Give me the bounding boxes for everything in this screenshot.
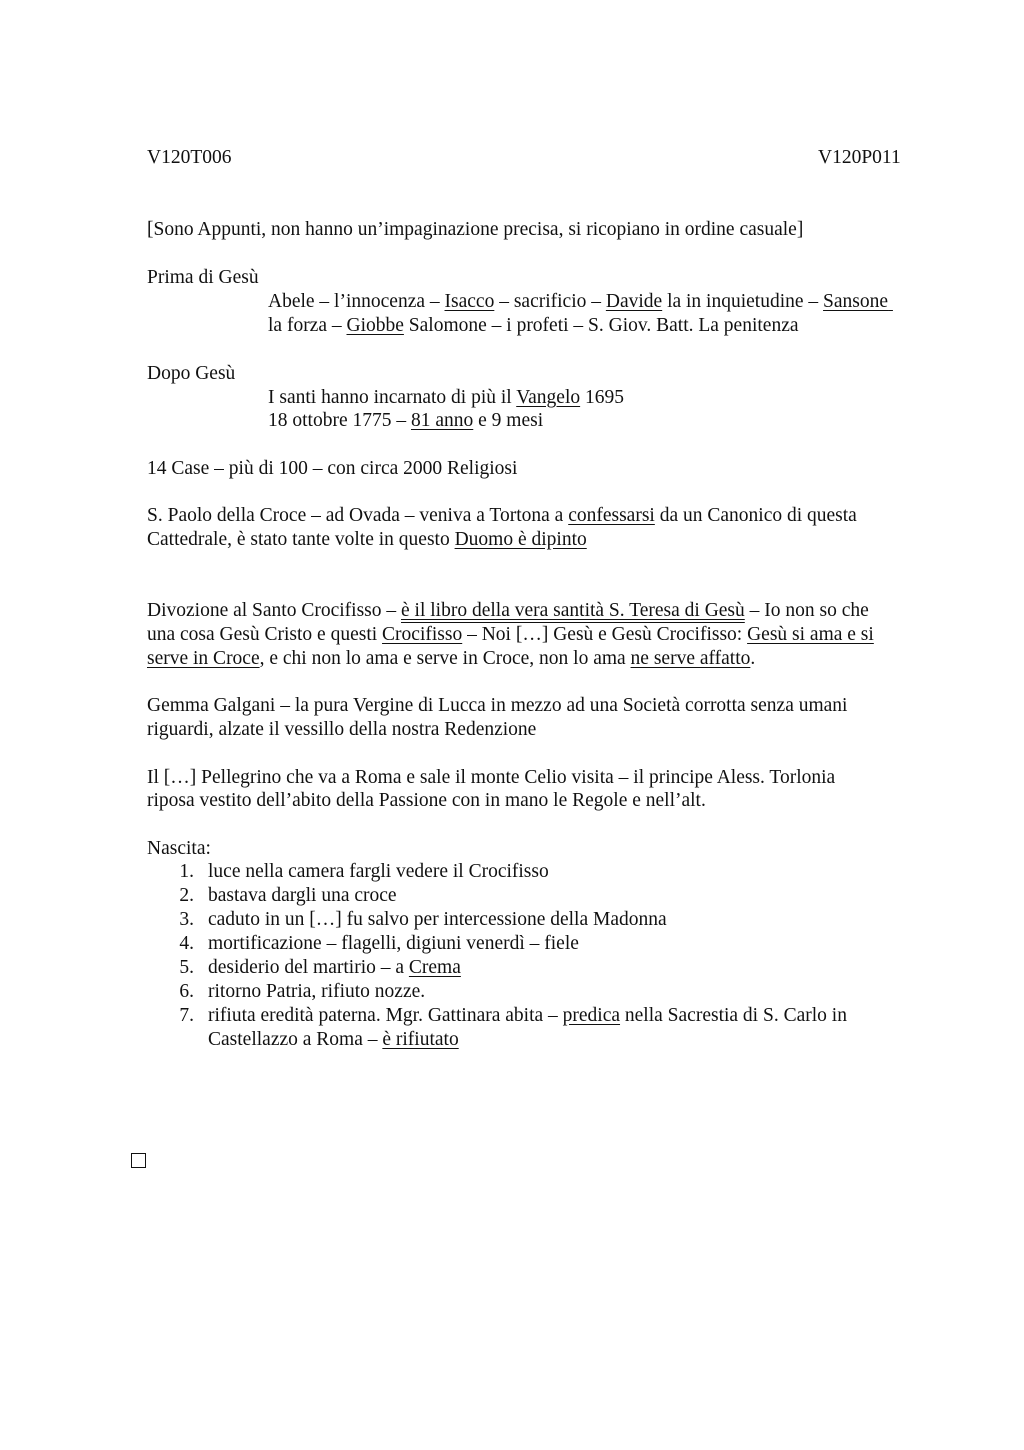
text-run: Abele – l’innocenza – xyxy=(268,291,445,312)
header-right-code: V120P011 xyxy=(818,147,901,168)
list-text: caduto in un […] fu salvo per intercessione della Madonna xyxy=(208,909,667,930)
list-number: 1. xyxy=(179,861,194,882)
text-run: – Io non so che xyxy=(744,600,869,621)
text-run: una cosa Gesù Cristo e questi xyxy=(147,624,383,645)
prima-line-2 xyxy=(268,314,799,338)
list-number: 6. xyxy=(179,981,194,1002)
underlined-text: Davide xyxy=(605,291,663,312)
list-number: 3. xyxy=(179,909,194,930)
text-run: la in inquietudine – xyxy=(662,291,824,312)
text-run: S. Paolo della Croce – ad Ovada – veniva a Tortona a xyxy=(147,505,569,526)
case-line: 14 Case – più di 100 – con circa 2000 Religiosi xyxy=(147,458,518,479)
underlined-text: 81 anno xyxy=(410,410,474,431)
double-underlined-text: è il libro della vera santità S. Teresa di Gesù xyxy=(401,600,745,621)
gemma-line-1: Gemma Galgani – la pura Vergine di Lucca in mezzo ad una Società corrotta senza umani xyxy=(147,695,848,716)
text-run: 1695 xyxy=(580,387,624,408)
header-left-code: V120T006 xyxy=(147,147,232,168)
pellegrino-line-2: riposa vestito dell’abito della Passione con in mano le Regole e nell’alt. xyxy=(147,790,706,811)
list-text: mortificazione – flagelli, digiuni venerdì – fiele xyxy=(208,933,579,954)
text-run: da un Canonico di questa xyxy=(654,505,857,526)
list-number: 5. xyxy=(179,957,194,978)
text-run: e 9 mesi xyxy=(473,410,544,431)
underlined-space xyxy=(888,291,893,312)
text-run: Castellazzo a Roma – xyxy=(208,1029,383,1050)
underlined-text: confessarsi xyxy=(568,505,655,526)
divozione-line-3 xyxy=(147,647,755,671)
list-text: bastava dargli una croce xyxy=(208,885,397,906)
underlined-text: Crocifisso xyxy=(382,624,463,645)
divozione-line-1 xyxy=(147,599,869,623)
text-run: Cattedrale, è stato tante volte in questo xyxy=(147,529,455,550)
underlined-text: serve in Croce xyxy=(147,648,260,669)
text-run: I santi hanno incarnato di più il xyxy=(268,387,517,408)
text-run: rifiuta eredità paterna. Mgr. Gattinara abita – xyxy=(208,1005,563,1026)
underlined-text: Vangelo xyxy=(516,387,581,408)
list-number: 2. xyxy=(179,885,194,906)
divozione-line-2 xyxy=(147,623,874,647)
underlined-text: Crema xyxy=(408,957,461,978)
text-run: , e chi non lo ama e serve in Croce, non lo ama xyxy=(259,648,631,669)
text-run: – Noi […] Gesù e Gesù Crocifisso: xyxy=(462,624,748,645)
text-run: Salomone – i profeti – S. Giov. Batt. La penitenza xyxy=(403,315,799,336)
list-text xyxy=(208,1028,459,1052)
underlined-text: Giobbe xyxy=(346,315,404,336)
list-number: 4. xyxy=(179,933,194,954)
list-text xyxy=(208,1004,847,1028)
text-run: – sacrificio – xyxy=(494,291,606,312)
paolo-line-1 xyxy=(147,504,857,528)
gemma-line-2: riguardi, alzate il vessillo della nostra Redenzione xyxy=(147,719,537,740)
text-run: la forza – xyxy=(268,315,347,336)
underlined-text: Isacco xyxy=(444,291,495,312)
text-run: desiderio del martirio – a xyxy=(208,957,409,978)
dopo-line-2 xyxy=(268,409,543,433)
text-run: Divozione al Santo Crocifisso – xyxy=(147,600,402,621)
text-run: . xyxy=(750,648,756,669)
prima-heading: Prima di Gesù xyxy=(147,267,259,288)
list-text: ritorno Patria, rifiuto nozze. xyxy=(208,981,426,1002)
paolo-line-2 xyxy=(147,528,587,552)
underlined-text: Sansone xyxy=(823,291,889,312)
dopo-heading: Dopo Gesù xyxy=(147,363,236,384)
dopo-line-1 xyxy=(268,386,624,410)
underlined-text: ne serve affatto xyxy=(630,648,751,669)
nascita-heading: Nascita: xyxy=(147,838,211,859)
list-text xyxy=(208,956,461,980)
text-run: nella Sacrestia di S. Carlo in xyxy=(620,1005,847,1026)
pellegrino-line-1: Il […] Pellegrino che va a Roma e sale il monte Celio visita – il principe Aless. Torlonia xyxy=(147,767,836,788)
intro-note: [Sono Appunti, non hanno un’impaginazione precisa, si ricopiano in ordine casuale] xyxy=(147,219,804,240)
prima-line-1 xyxy=(268,290,893,314)
empty-checkbox-mark xyxy=(131,1153,146,1168)
underlined-text: predica xyxy=(562,1005,621,1026)
underlined-text: Gesù si ama e si xyxy=(747,624,874,645)
underlined-text: Duomo è dipinto xyxy=(454,529,587,550)
list-text: luce nella camera fargli vedere il Crocifisso xyxy=(208,861,549,882)
text-run: 18 ottobre 1775 – xyxy=(268,410,411,431)
list-number: 7. xyxy=(179,1005,194,1026)
underlined-text: è rifiutato xyxy=(382,1029,459,1050)
